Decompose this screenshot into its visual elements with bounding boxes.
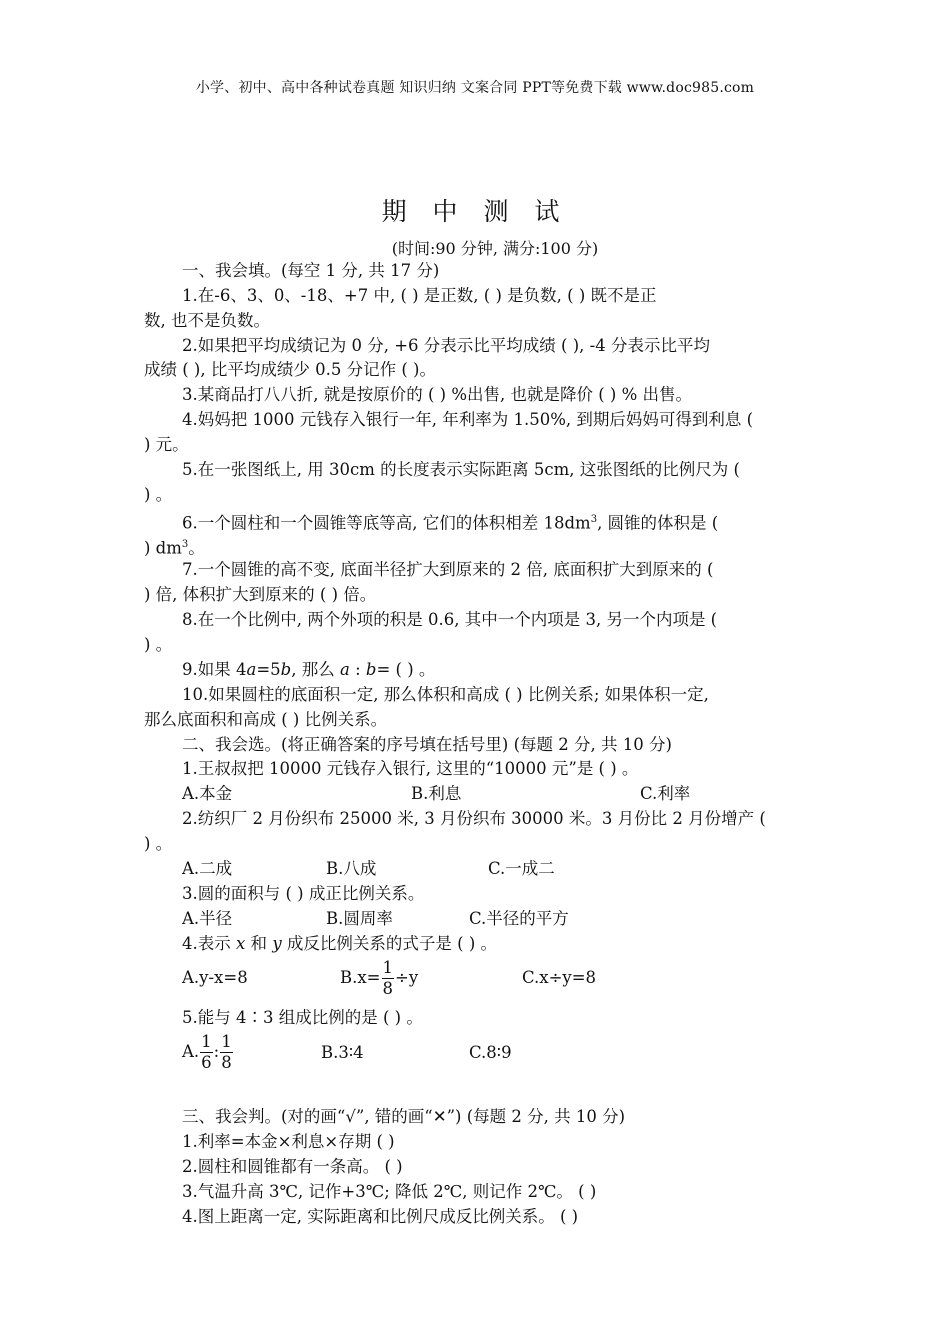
s2-q4-option-c: C.x÷y=8: [522, 968, 597, 987]
s1-q6-unit: ) dm: [144, 538, 182, 558]
fraction: [200, 1034, 213, 1071]
s1-q6-end: 。: [188, 538, 205, 558]
var-b: b: [365, 660, 377, 679]
s3-q3: 3.气温升高 3℃, 记作+3℃; 降低 2℃, 则记作 2℃。 ( ): [182, 1182, 597, 1201]
text: :: [349, 660, 366, 679]
s2-q4: [182, 932, 497, 956]
denominator: 6: [201, 1052, 212, 1072]
page-title: 期 中 测 试: [381, 197, 569, 226]
s1-q1-line1: 1.在-6、3、0、-18、+7 中, ( ) 是正数, ( ) 是负数, ( ) 既不是正: [182, 286, 657, 305]
text: = ( ) 。: [376, 660, 436, 679]
s1-q2-line2: 成绩 ( ), 比平均成绩少 0.5 分记作 ( )。: [144, 360, 436, 379]
text: 成反比例关系的式子是 ( ) 。: [281, 934, 497, 953]
site-header: 小学、初中、高中各种试卷真题 知识归纳 文案合同 PPT等免费下载 www.doc985.com: [195, 80, 755, 96]
s3-q2: 2.圆柱和圆锥都有一条高。 ( ): [182, 1157, 403, 1176]
s1-q6-text-end: , 圆锥的体积是 (: [597, 513, 719, 533]
var-y: y: [272, 934, 282, 953]
exam-info: (时间:90 分钟, 满分:100 分): [391, 239, 599, 258]
s2-q2-option-c: C.一成二: [488, 859, 555, 878]
denominator: 8: [382, 978, 394, 998]
s1-q10-line1: 10.如果圆柱的底面积一定, 那么体积和高成 ( ) 比例关系; 如果体积一定,: [182, 685, 709, 704]
fraction: [220, 1034, 233, 1071]
s2-q3-option-c: C.半径的平方: [469, 909, 569, 928]
s1-q6-text: 6.一个圆柱和一个圆锥等底等高, 它们的体积相差 18dm: [182, 513, 591, 533]
s1-q1-line2: 数, 也不是负数。: [144, 311, 270, 330]
var-x: x: [236, 934, 246, 953]
s2-q3-option-a: A.半径: [182, 909, 233, 928]
s1-q4-line2: ) 元。: [144, 435, 189, 454]
superscript: 3: [590, 514, 598, 525]
s3-q1: 1.利率=本金×利息×存期 ( ): [182, 1132, 395, 1151]
s1-q5-line2: ) 。: [144, 485, 173, 504]
s2-q3: 3.圆的面积与 ( ) 成正比例关系。: [182, 884, 425, 903]
var-a: a: [339, 660, 350, 679]
s1-q9: [182, 658, 435, 682]
var-a: a: [246, 660, 257, 679]
s2-q1: 1.王叔叔把 10000 元钱存入银行, 这里的“10000 元”是 ( ) 。: [182, 759, 639, 778]
s1-q10-line2: 那么底面积和高成 ( ) 比例关系。: [144, 710, 388, 729]
s2-q4-option-a: A.y-x=8: [182, 968, 248, 987]
s2-q1-option-a: A.本金: [182, 784, 233, 803]
text: B.x=: [340, 968, 381, 987]
s1-q8-line1: 8.在一个比例中, 两个外项的积是 0.6, 其中一个内项是 3, 另一个内项是 (: [182, 610, 718, 629]
text: ÷y: [395, 968, 419, 987]
s1-q4-line1: 4.妈妈把 1000 元钱存入银行一年, 年利率为 1.50%, 到期后妈妈可得到利息 (: [182, 410, 754, 429]
section1-heading: 一、我会填。(每空 1 分, 共 17 分): [182, 261, 440, 280]
superscript: 3: [181, 539, 189, 550]
s2-q5-option-a: [182, 1030, 234, 1074]
s2-q5: 5.能与 4∶3 组成比例的是 ( ) 。: [182, 1008, 423, 1027]
s1-q3: 3.某商品打八八折, 就是按原价的 ( ) %出售, 也就是降价 ( ) % 出售。: [182, 385, 693, 404]
text: 和: [245, 934, 273, 953]
ratio-sign: :: [213, 1042, 220, 1061]
s2-q2-option-b: B.八成: [326, 859, 377, 878]
text: =5: [256, 660, 281, 679]
s1-q7-line2: ) 倍, 体积扩大到原来的 ( ) 倍。: [144, 585, 377, 604]
var-b: b: [280, 660, 292, 679]
s1-q7-line1: 7.一个圆锥的高不变, 底面半径扩大到原来的 2 倍, 底面积扩大到原来的 (: [182, 560, 714, 579]
numerator: 1: [201, 1032, 212, 1051]
s2-q5-option-c: C.8∶9: [469, 1043, 512, 1062]
s2-q2-line1: 2.纺织厂 2 月份织布 25000 米, 3 月份织布 30000 米。3 月份比 2 月份增产 (: [182, 809, 766, 828]
s2-q3-option-b: B.圆周率: [326, 909, 393, 928]
s2-q5-option-b: B.3∶4: [321, 1043, 364, 1062]
numerator: 1: [382, 958, 394, 977]
denominator: 8: [221, 1052, 232, 1072]
text: , 那么: [291, 660, 340, 679]
s1-q6-line2: [144, 533, 205, 561]
s1-q6-line1: [182, 508, 718, 536]
s1-q5-line1: 5.在一张图纸上, 用 30cm 的长度表示实际距离 5cm, 这张图纸的比例尺为 (: [182, 460, 740, 479]
section2-heading: 二、我会选。(将正确答案的序号填在括号里) (每题 2 分, 共 10 分): [182, 735, 672, 754]
s2-q1-option-c: C.利率: [640, 784, 691, 803]
text: 9.如果 4: [182, 660, 247, 679]
s2-q2-option-a: A.二成: [182, 859, 233, 878]
s1-q8-line2: ) 。: [144, 635, 173, 654]
s1-q2-line1: 2.如果把平均成绩记为 0 分, +6 分表示比平均成绩 ( ), -4 分表示比平均: [182, 336, 710, 355]
text: A.: [182, 1042, 200, 1061]
s2-q2-line2: ) 。: [144, 834, 173, 853]
s2-q4-option-b: [340, 956, 418, 1000]
section3-heading: 三、我会判。(对的画“√”, 错的画“✕”) (每题 2 分, 共 10 分): [182, 1107, 626, 1126]
numerator: 1: [221, 1032, 232, 1051]
s2-q1-option-b: B.利息: [411, 784, 462, 803]
s3-q4: 4.图上距离一定, 实际距离和比例尺成反比例关系。 ( ): [182, 1207, 579, 1226]
text: 4.表示: [182, 934, 236, 953]
fraction: [382, 960, 395, 997]
